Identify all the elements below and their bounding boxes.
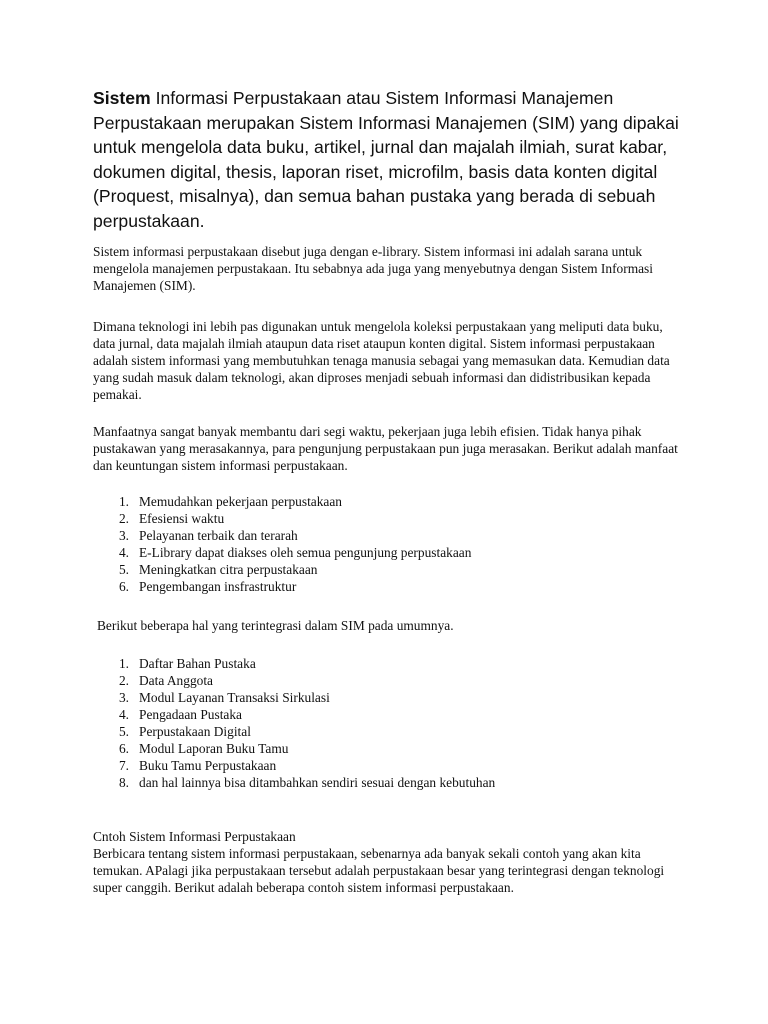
list-item-number: 1. [118, 494, 129, 509]
list-item [93, 689, 688, 706]
list-item-text: E-Library dapat diakses oleh semua pengunjung perpustakaan [139, 545, 472, 560]
heading-text: Informasi Perpustakaan atau Sistem Informasi Manajemen Perpustakaan merupakan Sistem Informasi Manajemen (SIM) yang dipakai untuk mengelola data buku, artikel, jurnal dan majalah ilmiah, surat kabar, dokumen digital, thesis, laporan riset, microfilm, basis data konten digital (Proquest, misalnya), dan semua bahan pustaka yang berada di sebuah perpustakaan. [93, 88, 679, 231]
paragraph-e-library: Sistem informasi perpustakaan disebut juga dengan e-library. Sistem informasi ini adalah sarana untuk mengelola manajemen perpustakaan. Itu sebabnya ada juga yang menyebutnya dengan Sistem Informasi Manajemen (SIM). [93, 244, 653, 293]
list-item [93, 544, 688, 561]
list-item-number: 4. [118, 707, 129, 722]
list-item-text: Pelayanan terbaik dan terarah [139, 528, 298, 543]
list-item-number: 7. [118, 758, 129, 773]
list-item-text: Daftar Bahan Pustaka [139, 656, 256, 671]
list-item-number: 6. [118, 579, 129, 594]
list-item-number: 1. [118, 656, 129, 671]
heading-lead-word: Sistem [93, 88, 151, 108]
list-item-number: 2. [118, 673, 129, 688]
list-item [93, 706, 688, 723]
sim-modules-list [93, 655, 688, 791]
benefits-list [93, 493, 688, 595]
list-item-text: Modul Laporan Buku Tamu [139, 741, 289, 756]
examples-paragraph: Berbicara tentang sistem informasi perpustakaan, sebenarnya ada banyak sekali contoh yang akan kita temukan. APalagi jika perpustakaan tersebut adalah perpustakaan besar yang terintegrasi dengan teknologi super canggih. Berikut adalah beberapa contoh sistem informasi perpustakaan. [93, 846, 665, 895]
list-item-number: 8. [118, 775, 129, 790]
list-item-text: Memudahkan pekerjaan perpustakaan [139, 494, 343, 509]
list-item [93, 757, 688, 774]
list-item-number: 2. [118, 511, 129, 526]
paragraph-sim-intro: Berikut beberapa hal yang terintegrasi dalam SIM pada umumnya. [97, 618, 454, 633]
list-item [93, 774, 688, 791]
list-item-number: 3. [118, 690, 129, 705]
paragraph-technology: Dimana teknologi ini lebih pas digunakan untuk mengelola koleksi perpustakaan yang meliputi data buku, data jurnal, data majalah ilmiah ataupun data riset ataupun konten digital. Sistem informasi perpustakaan adalah sistem informasi yang membutuhkan tenaga manusia sebagai yang memasukan data. Kemudian data yang sudah masuk dalam teknologi, akan diproses menjadi sebuah informasi dan didistribusikan kepada pemakai. [93, 319, 670, 402]
list-item [93, 655, 688, 672]
list-item-text: Efesiensi waktu [139, 511, 225, 526]
list-item-text: Buku Tamu Perpustakaan [139, 758, 277, 773]
list-item [93, 510, 688, 527]
list-item-number: 5. [118, 562, 129, 577]
list-item-text: Pengadaan Pustaka [139, 707, 243, 722]
examples-title: Cntoh Sistem Informasi Perpustakaan [93, 829, 296, 844]
list-item [93, 561, 688, 578]
list-item-number: 4. [118, 545, 129, 560]
list-item-text: Meningkatkan citra perpustakaan [139, 562, 318, 577]
list-item [93, 578, 688, 595]
list-item-number: 3. [118, 528, 129, 543]
list-item-text: dan hal lainnya bisa ditambahkan sendiri sesuai dengan kebutuhan [139, 775, 496, 790]
list-item-number: 6. [118, 741, 129, 756]
list-item [93, 672, 688, 689]
list-item [93, 527, 688, 544]
paragraph-benefits-intro: Manfaatnya sangat banyak membantu dari segi waktu, pekerjaan juga lebih efisien. Tidak hanya pihak pustakawan yang merasakannya, para pengunjung perpustakaan pun juga merasakan. Berikut adalah manfaat dan keuntungan sistem informasi perpustakaan. [93, 424, 678, 473]
list-item [93, 740, 688, 757]
list-item-text: Data Anggota [139, 673, 214, 688]
list-item-text: Pengembangan insfrastruktur [139, 579, 297, 594]
list-item [93, 723, 688, 740]
list-item-text: Perpustakaan Digital [139, 724, 251, 739]
list-item-number: 5. [118, 724, 129, 739]
intro-heading [93, 86, 705, 233]
list-item [93, 493, 688, 510]
list-item-text: Modul Layanan Transaksi Sirkulasi [139, 690, 330, 705]
examples-section [93, 828, 688, 896]
